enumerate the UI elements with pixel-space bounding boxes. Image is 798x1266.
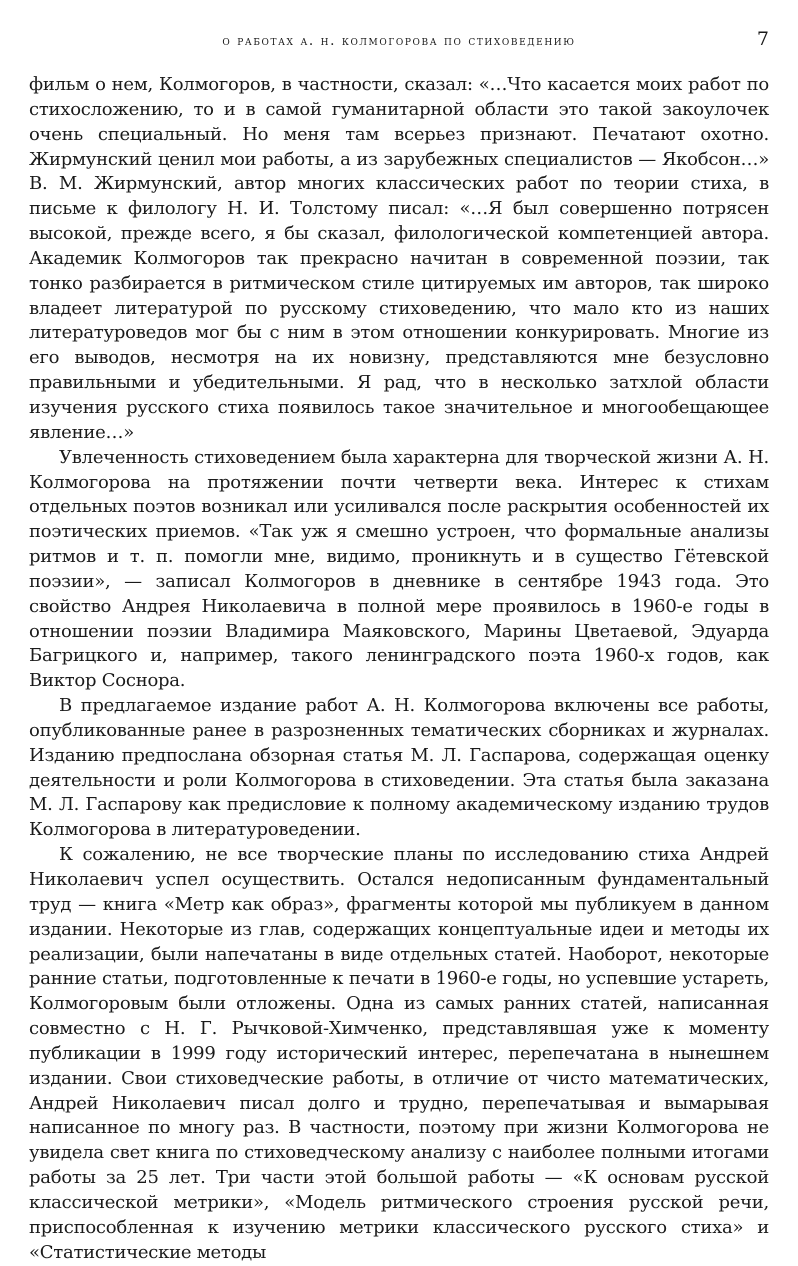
page-number: 7	[756, 28, 769, 50]
running-head	[29, 30, 769, 52]
paragraph: К сожалению, не все творческие планы по исследованию стиха Андрей Николаевич успел осуществить. Остался недописанным фундаментальный труд — книга «Метр как образ», фрагменты которой мы публикуем в данном издании. Некоторые из глав, содержащих концептуальные идеи и методы их реализации, были напечатаны в виде отдельных статей. Наоборот, некоторые ранние статьи, подготовленные к печати в 1960-е годы, но успевшие устареть, Колмогоровым были отложены. Одна из самых ранних статей, написанная совместно с Н. Г. Рычковой-Химченко, представлявшая уже к моменту публикации в 1999 году исторический интерес, перепечатана в нынешнем издании. Свои стиховедческие работы, в отличие от чисто математических, Андрей Николаевич писал долго и трудно, перепечатывая и вымарывая написанное по многу раз. В частности, поэтому при жизни Колмогорова не увидела свет книга по стиховедческому анализу с наиболее полными итогами работы за 25 лет. Три части этой большой работы — «К основам русской классической метрики», «Модель ритмического строения русской речи, приспособленная к изучению метрики классического русского стиха» и «Статистические методы	[29, 844, 769, 1263]
body-text	[29, 73, 769, 1266]
paragraph: В предлагаемое издание работ А. Н. Колмогорова включены все работы, опубликованные ранее в разрозненных тематических сборниках и журналах. Изданию предпослана обзорная статья М. Л. Гаспарова, содержащая оценку деятельности и роли Колмогорова в стиховедении. Эта статья была заказана М. Л. Гаспарову как предисловие к полному академическому изданию трудов Колмогорова в литературоведении.	[29, 695, 769, 841]
paragraph-continued: фильм о нем, Колмогоров, в частности, сказал: «…Что касается моих работ по стихосложению, то и в самой гуманитарной области это такой закоулочек очень специальный. Но меня там всерьез признают. Печатают охотно. Жирмунский ценил мои работы, а из зарубежных специалистов — Якобсон…» В. М. Жирмунский, автор многих классических работ по теории стиха, в письме к филологу Н. И. Толстому писал: «…Я был совершенно потрясен высокой, прежде всего, я бы сказал, филологической компетенцией автора. Академик Колмогоров так прекрасно начитан в современной поэзии, так тонко разбирается в ритмическом стиле цитируемых им авторов, так широко владеет литературой по русскому стиховедению, что мало кто из наших литературоведов мог бы с ним в этом отношении конкурировать. Многие из его выводов, несмотря на их новизну, представляются мне безусловно правильными и убедительными. Я рад, что в несколько затхлой области изучения русского стиха появилось такое значительное и многообещающее явление…»	[29, 74, 769, 443]
paragraph: Увлеченность стиховедением была характерна для творческой жизни А. Н. Колмогорова на протяжении почти четверти века. Интерес к стихам отдельных поэтов возникал или усиливался после раскрытия особенностей их поэтических приемов. «Так уж я смешно устроен, что формальные анализы ритмов и т. п. помогли мне, видимо, проникнуть и в существо Гётевской поэзии», — записал Колмогоров в дневнике в сентябре 1943 года. Это свойство Андрея Николаевича в полной мере проявилось в 1960-е годы в отношении поэзии Владимира Маяковского, Марины Цветаевой, Эдуарда Багрицкого и, например, такого ленинградского поэта 1960-х годов, как Виктор Соснора.	[29, 446, 769, 692]
book-page	[29, 0, 769, 1263]
running-title: о работах а. н. колмогорова по стиховедению	[222, 33, 576, 49]
